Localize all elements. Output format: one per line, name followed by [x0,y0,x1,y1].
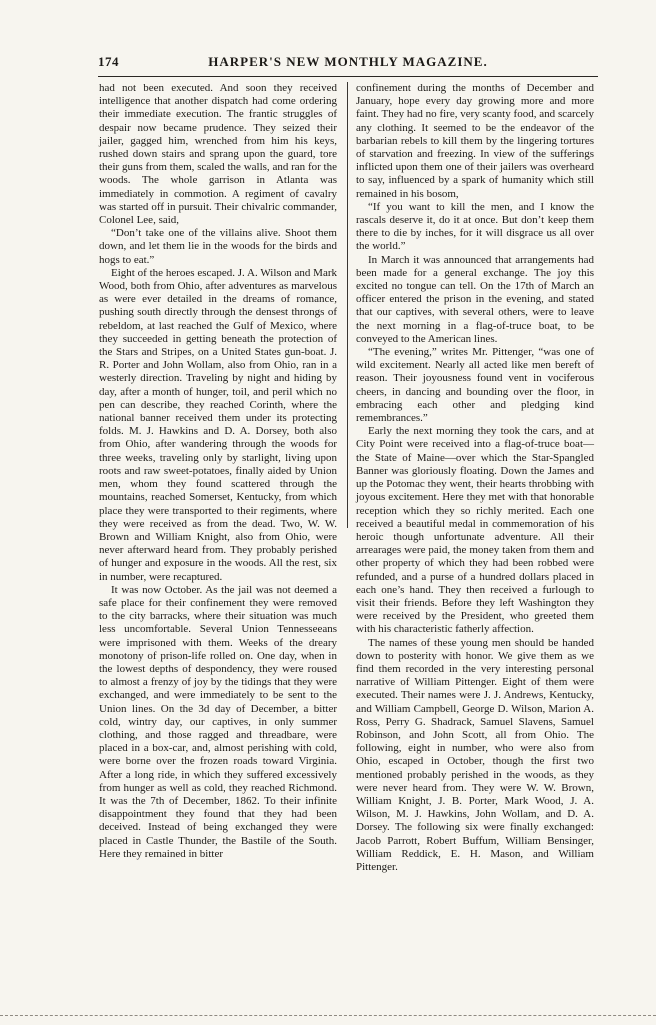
scan-edge-line [0,1015,656,1016]
paragraph: The names of these young men should be handed down to posterity with honor. We give them as we find them recorded in the very interesting personal narrative of William Pittenger. Eight of them were executed. Their names were J. J. Andrews, Kentucky, and William Campbell, George D. Wilson, Marion A. Ross, Perry G. Shadrack, Samuel Slavens, Samuel Robinson, and John Scott, all from Ohio. The following, eight in number, who were also from Ohio, escaped in October, though the first two mentioned probably perished in the woods, as they were never heard from. They were W. W. Brown, William Knight, J. B. Porter, Mark Wood, J. A. Wilson, M. J. Hawkins, John Wollam, and D. A. Dorsey. The following six were finally exchanged: Jacob Parrott, Robert Buffum, William Bensinger, William Reddick, E. H. Mason, and William Pittenger. [356,636,594,873]
page-header [98,54,598,76]
left-column [99,82,337,861]
right-column [356,82,594,874]
paragraph: “If you want to kill the men, and I know the rascals deserve it, do it at once. But don’t keep them there to die by inches, for it will disgrace us all over the world.” [356,200,594,253]
paragraph: confinement during the months of December and January, hope every day growing more and more faint. They had no fire, very scanty food, and scarcely any clothing. It seemed to be the endeavor of the barbarian rebels to kill them by the lingering tortures of starvation and freezing. In view of the sufferings inflicted upon them one of their jailers was overheard to say, influenced by a spark of humanity which still remained in his bosom, [356,82,594,200]
paragraph: It was now October. As the jail was not deemed a safe place for their confinement they were removed to the city barracks, where their situation was much less uncomfortable. Several Union Tennesseeans were imprisoned with them. Weeks of the dreary monotony of prison-life rolled on. One day, when in the lowest depths of despondency, they were roused to almost a frenzy of joy by the tidings that they were exchanged, and were immediately to be sent to the Union lines. On the 3d day of December, a bitter cold, wintry day, our captives, in only summer clothing, and those ragged and threadbare, were placed in a box-car, and, almost perishing with cold, were borne over the frozen roads toward Virginia. After a long ride, in which they suffered excessively from hunger as well as cold, they reached Richmond. It was the 7th of December, 1862. To their infinite disappointment they found that they had been deceived. Instead of being exchanged they were placed in Castle Thunder, the Bastile of the South. Here they remained in bitter [99,583,337,860]
paragraph: had not been executed. And soon they received intelligence that another dispatch had come ordering their immediate execution. The frantic struggles of despair now became prudence. They seized their jailer, gagged him, wrenched from him his keys, rushed down stairs and sprang upon the guard, tore their guns from them, scaled the walls, and ran for the woods. The whole garrison in Atlanta was immediately in commotion. A regiment of cavalry was started off in pursuit. Their chivalric commander, Colonel Lee, said, [99,82,337,227]
paragraph: Eight of the heroes escaped. J. A. Wilson and Mark Wood, both from Ohio, after adventures as marvelous as were ever detailed in the dreams of romance, pushing south directly through the densest throngs of rebeldom, at last reached the Gulf of Mexico, where they succeeded in getting beneath the protection of the Stars and Stripes, on a United States gun-boat. J. R. Porter and John Wollam, also from Ohio, ran in a westerly direction. Traveling by night and hiding by day, after a month of hunger, toil, and peril which no pen can describe, they reached Corinth, where the national banner received them under its protecting folds. M. J. Hawkins and D. A. Dorsey, both also from Ohio, after wandering through the woods for three weeks, traveling only by starlight, living upon roots and raw sweet-potatoes, finally aided by Union men, whom they found scattered through the mountains, reached Somerset, Kentucky, from which place they were transported to their regiments, where they were received as from the dead. Two, W. W. Brown and William Knight, also from Ohio, were never afterward heard from. They probably perished of hunger and exposure in the woods. All the rest, six in number, were recaptured. [99,266,337,583]
paragraph: Early the next morning they took the cars, and at City Point were received into a flag-of-truce boat—the State of Maine—over which the Star-Spangled Banner was gloriously floating. Down the James and up the Potomac they went, their hearts throbbing with joyous excitement. Here they met with that honorable reception which they so richly merited. Each one received a beautiful medal in commemoration of his heroic though unfortunate adventure. All their arrearages were paid, the money taken from them and other property of which they had been robbed were refunded, and a purse of a hundred dollars placed in each one’s hand. They then received a furlough to visit their friends. Before they left Washington they were received by the President, who greeted them with his characteristic fatherly affection. [356,425,594,636]
paragraph: “The evening,” writes Mr. Pittenger, “was one of wild excitement. Nearly all acted like men bereft of reason. Their joyousness found vent in vociferous cheers, in dancing and bounding over the floor, in embracing each other and pledging kind remembrances.” [356,346,594,425]
page-number: 174 [98,54,119,69]
header-rule [98,76,598,77]
running-title: HARPER'S NEW MONTHLY MAGAZINE. [208,54,488,69]
paragraph: In March it was announced that arrangements had been made for a general exchange. The joy this excited no tongue can tell. On the 17th of March an officer entered the prison in the evening, and stated that our captives, with several others, were to leave the next morning in a flag-of-truce boat, to be conveyed to the American lines. [356,253,594,345]
column-divider [347,82,348,528]
paragraph: “Don’t take one of the villains alive. Shoot them down, and let them lie in the woods for the birds and hogs to eat.” [99,227,337,266]
